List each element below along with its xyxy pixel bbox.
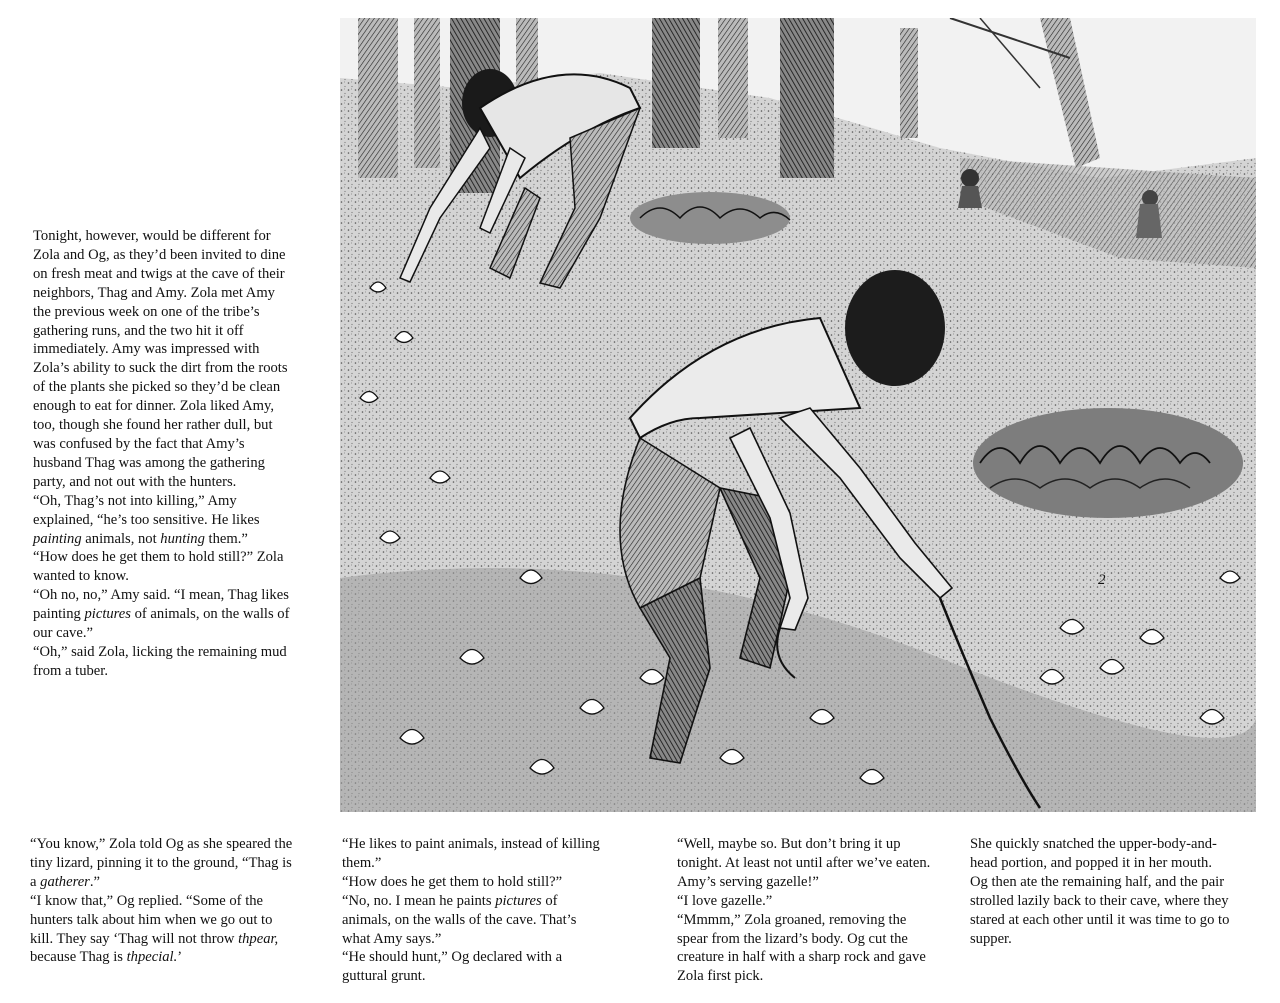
paragraph — [30, 892, 298, 968]
emphasis: pictures — [495, 892, 542, 909]
text-run: “I know that,” Og replied. “Some of the hunters talk about him when we go out to kill. They say ‘Thag will not throw — [30, 892, 273, 947]
text-run: “No, no. I mean he paints — [342, 892, 496, 909]
text-run: of animals, on the walls of our cave.” — [33, 606, 290, 642]
paragraph: “He likes to paint animals, instead of killing them.” — [342, 836, 600, 871]
emphasis: thpear, — [238, 930, 279, 947]
emphasis: hunting — [160, 530, 205, 547]
emphasis: pictures — [84, 606, 131, 623]
paragraph: “Oh,” said Zola, licking the remaining mud from a tuber. — [33, 643, 287, 679]
bottom-column-1 — [30, 835, 298, 967]
bottom-column-2 — [342, 835, 604, 986]
paragraph: “How does he get them to hold still?” Zola wanted to know. — [33, 549, 284, 585]
emphasis: thpecial. — [126, 949, 178, 966]
paragraph — [33, 492, 295, 549]
emphasis: painting — [33, 530, 82, 547]
paragraph — [30, 835, 298, 892]
paragraph — [33, 586, 295, 643]
paragraph: “How does he get them to hold still?” — [342, 873, 563, 890]
pen-ink-illustration — [340, 18, 1256, 812]
text-run: of animals, on the walls of the cave. That’s what Amy says.” — [342, 892, 577, 947]
paragraph — [342, 892, 604, 949]
emphasis: gatherer — [40, 873, 90, 890]
text-run: ’ — [177, 949, 183, 966]
text-run: “You know,” Zola told Og as she speared the tiny lizard, pinning it to the ground, “Thag is a — [30, 836, 293, 890]
paragraph: “I love gazelle.” — [677, 892, 773, 909]
intro-text-column — [33, 227, 295, 681]
text-run: “Oh no, no,” Amy said. “I mean, Thag likes painting — [33, 587, 289, 623]
page-number: 2 — [1098, 572, 1106, 588]
bottom-column-3 — [677, 835, 939, 986]
text-run: because Thag is — [30, 949, 127, 966]
bottom-column-4 — [970, 835, 1232, 948]
paragraph: Tonight, however, would be different for Zola and Og, as they’d been invited to dine on fresh meat and twigs at the cave of their neighbors, Thag and Amy. Zola met Amy the previous week on one of the tribe’s gathering runs, and the two hit it off immediately. Amy was impressed with Zola’s ability to suck the dirt from the roots of the plants she picked so they’d be clean enough to eat for dinner. Zola liked Amy, too, though she found her rather dull, but was confused by the fact that Amy’s husband Thag was among the gathering party, and not out with the hunters. — [33, 228, 288, 490]
paragraph: “He should hunt,” Og declared with a guttural grunt. — [342, 949, 563, 985]
text-run: them.” — [204, 530, 248, 547]
text-run: animals, not — [81, 530, 161, 547]
text-run: “Oh, Thag’s not into killing,” Amy explained, “he’s too sensitive. He likes — [33, 492, 260, 528]
paragraph: “Mmmm,” Zola groaned, removing the spear from the lizard’s body. Og cut the creature in half with a sharp rock and gave Zola first pick. — [677, 911, 926, 985]
paragraph: “Well, maybe so. But don’t bring it up tonight. At least not until after we’ve eaten. Amy’s serving gazelle!” — [677, 836, 931, 890]
text-run: .” — [89, 873, 100, 890]
paragraph: She quickly snatched the upper-body-and-head portion, and popped it in her mouth. Og then ate the remaining half, and the pair strolled lazily back to their cave, where they stared at each other until it was time to go to supper. — [970, 836, 1230, 947]
